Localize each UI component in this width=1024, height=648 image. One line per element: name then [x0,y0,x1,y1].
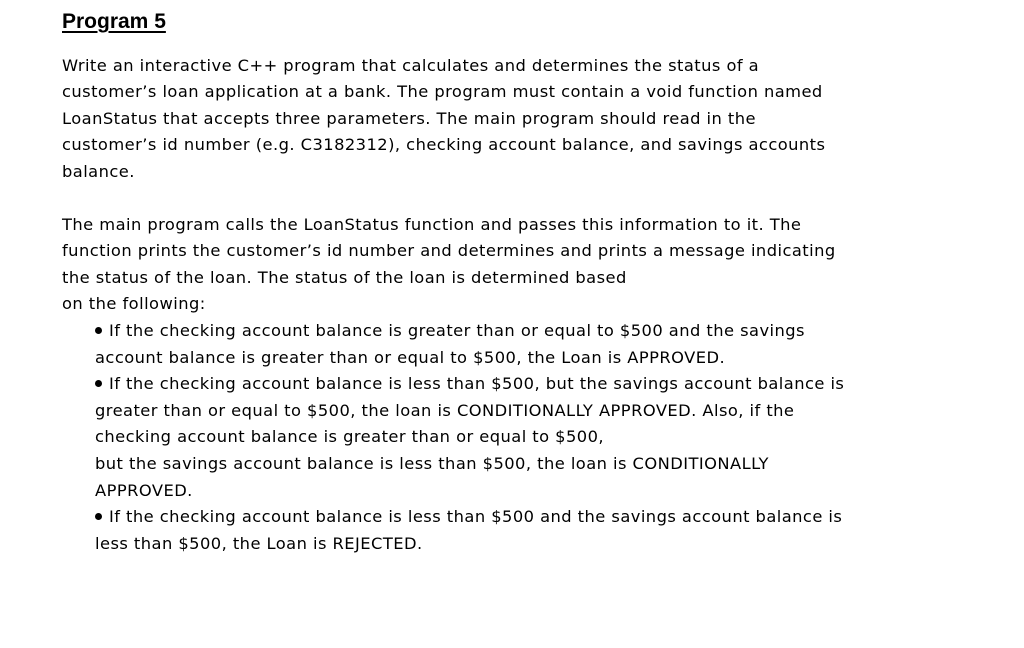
rule-line: less than $500, the Loan is REJECTED. [95,533,423,553]
bullet-icon [95,327,102,334]
rule-line: If the checking account balance is greater than or equal to $500 and the savings [109,321,805,340]
rule-line: If the checking account balance is less than $500, but the savings account balance is [109,374,845,394]
bullet-icon [95,513,102,520]
paragraph-line: Write an interactive C++ program that calculates and determines the status of a [62,56,760,75]
rule-line: account balance is greater than or equal to $500, the Loan is APPROVED. [95,347,726,367]
page-title: Program 5 [62,10,166,33]
paragraph-line: LoanStatus that accepts three parameters. The main program should read in the [62,108,756,128]
paragraph-line: function prints the customer’s id number and determines and prints a message indicating [62,241,836,261]
paragraph-line: the status of the loan. The status of the loan is determined based [62,267,627,287]
paragraph-line: balance. [62,161,135,181]
rule-rejected [95,504,975,557]
bullet-icon [95,380,102,387]
intro-paragraph [62,53,962,185]
paragraph-line: on the following: [62,294,206,314]
rule-line: greater than or equal to $500, the loan is CONDITIONALLY APPROVED. Also, if the [95,400,795,420]
loan-rules-list [95,318,975,557]
rule-line: but the savings account balance is less than $500, the loan is CONDITIONALLY [95,453,769,473]
description-paragraph [62,212,962,318]
rule-line: checking account balance is greater than or equal to $500, [95,427,605,447]
rule-line: APPROVED. [95,480,193,500]
paragraph-line: The main program calls the LoanStatus function and passes this information to it. The [62,215,802,234]
rule-line: If the checking account balance is less than $500 and the savings account balance is [109,507,843,527]
rule-conditionally-approved [95,371,975,504]
paragraph-line: customer’s id number (e.g. C3182312), checking account balance, and savings accounts [62,135,826,155]
paragraph-line: customer’s loan application at a bank. The program must contain a void function named [62,82,823,102]
rule-approved [95,318,975,371]
